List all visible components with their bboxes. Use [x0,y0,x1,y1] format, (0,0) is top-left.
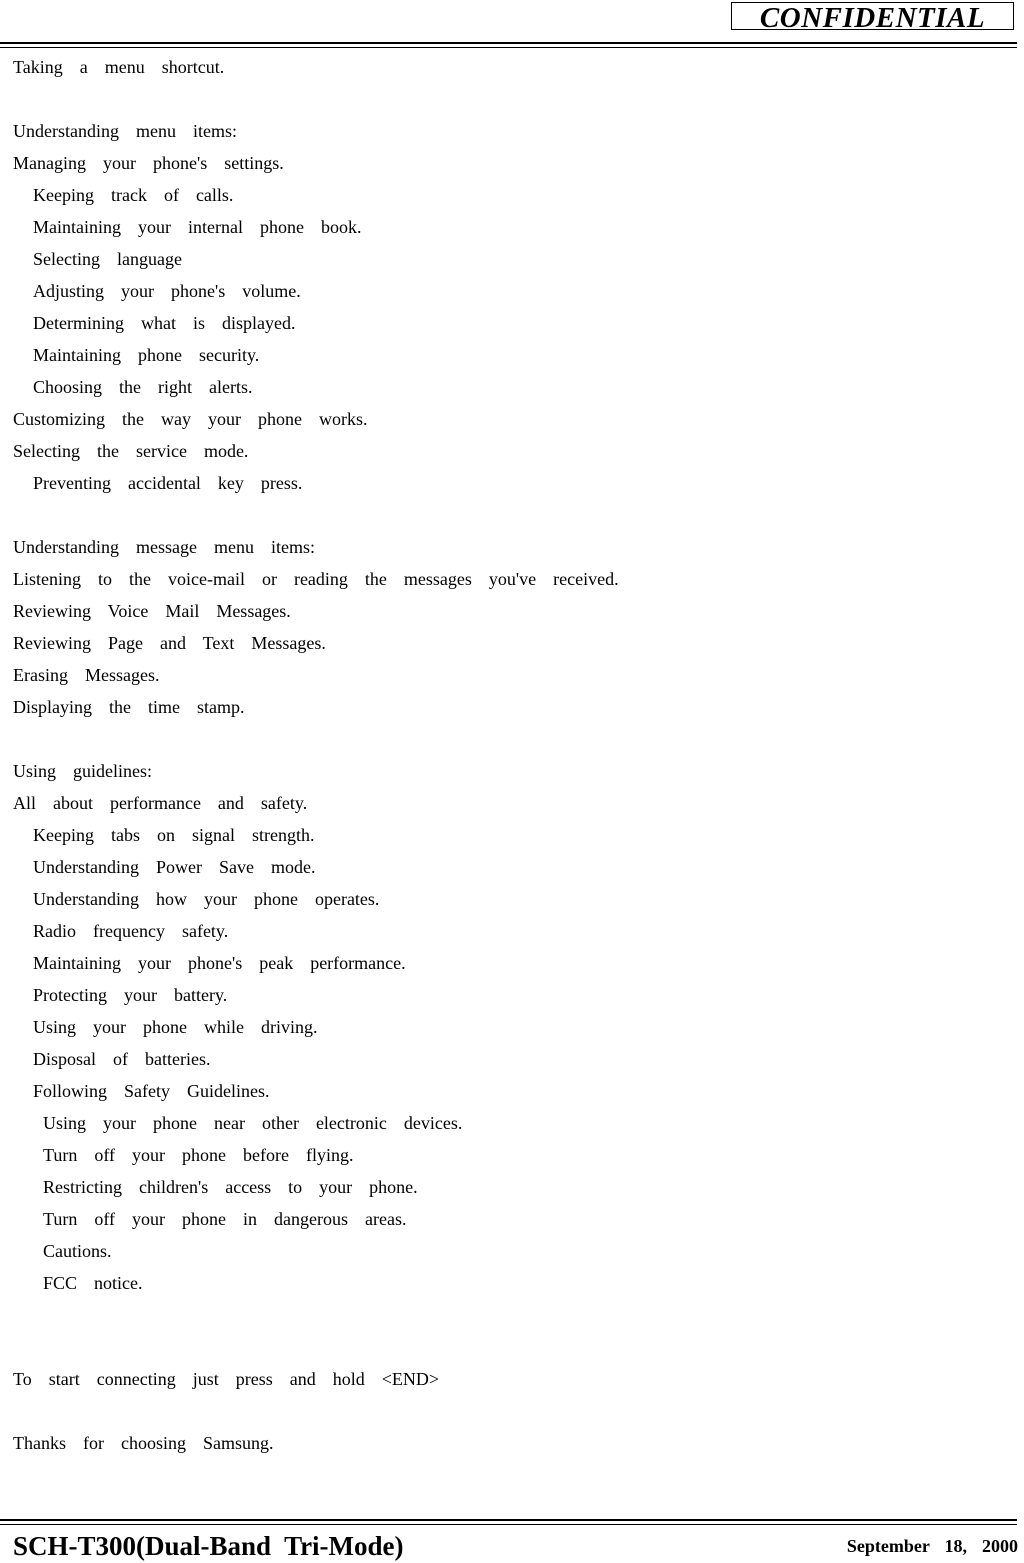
text-line: All about performance and safety. [13,793,308,813]
text-line: Preventing accidental key press. [33,473,303,493]
text-line: Using your phone while driving. [33,1017,318,1037]
text-line: Listening to the voice-mail or reading the messages you've received. [13,569,619,589]
text-line: Adjusting your phone's volume. [33,281,301,301]
text-line: Understanding Power Save mode. [33,857,316,877]
text-line: Keeping track of calls. [33,185,234,205]
blank-line [13,499,1014,531]
text-line: Restricting children's access to your phone. [43,1177,418,1197]
text-line: Determining what is displayed. [33,313,296,333]
text-line: Following Safety Guidelines. [33,1081,270,1101]
footer-model-title: SCH-T300(Dual-Band Tri-Mode) [13,1531,404,1561]
text-line: Understanding menu items: [13,121,237,141]
text-line: Keeping tabs on signal strength. [33,825,315,845]
header-rule-thick [0,42,1017,44]
document-body [13,51,1014,1459]
text-line: Understanding how your phone operates. [33,889,380,909]
text-line: Maintaining your internal phone book. [33,217,362,237]
text-line: Selecting the service mode. [13,441,249,461]
text-line: Taking a menu shortcut. [13,57,225,77]
footer-rule-thin [0,1524,1017,1525]
text-line: Reviewing Page and Text Messages. [13,633,326,653]
text-line: To start connecting just press and hold <END> [13,1369,439,1389]
text-line: Maintaining your phone's peak performance. [33,953,406,973]
text-line: Customizing the way your phone works. [13,409,368,429]
text-line: Turn off your phone in dangerous areas. [43,1209,407,1229]
text-line: Radio frequency safety. [33,921,229,941]
text-line: Cautions. [43,1241,112,1261]
text-line: Maintaining phone security. [33,345,260,365]
text-line: Choosing the right alerts. [33,377,253,397]
text-line: Erasing Messages. [13,665,160,685]
header-rule-thin [0,47,1017,48]
text-line: Turn off your phone before flying. [43,1145,354,1165]
text-line: FCC notice. [43,1273,143,1293]
text-line: Selecting language [33,249,182,269]
text-line: Using guidelines: [13,761,152,781]
text-line: Thanks for choosing Samsung. [13,1433,274,1453]
footer-date: September 18, 2000 [846,1536,1018,1556]
text-line: Understanding message menu items: [13,537,315,557]
footer-rule-thick [0,1519,1017,1521]
confidential-badge: CONFIDENTIAL [731,2,1014,30]
blank-line [13,83,1014,115]
text-line: Displaying the time stamp. [13,697,245,717]
text-line: Using your phone near other electronic devices. [43,1113,463,1133]
text-line: Managing your phone's settings. [13,153,284,173]
blank-line [13,1331,1014,1363]
blank-line [13,1299,1014,1331]
blank-line [13,1395,1014,1427]
blank-line [13,723,1014,755]
text-line: Disposal of batteries. [33,1049,211,1069]
text-line: Protecting your battery. [33,985,228,1005]
text-line: Reviewing Voice Mail Messages. [13,601,291,621]
